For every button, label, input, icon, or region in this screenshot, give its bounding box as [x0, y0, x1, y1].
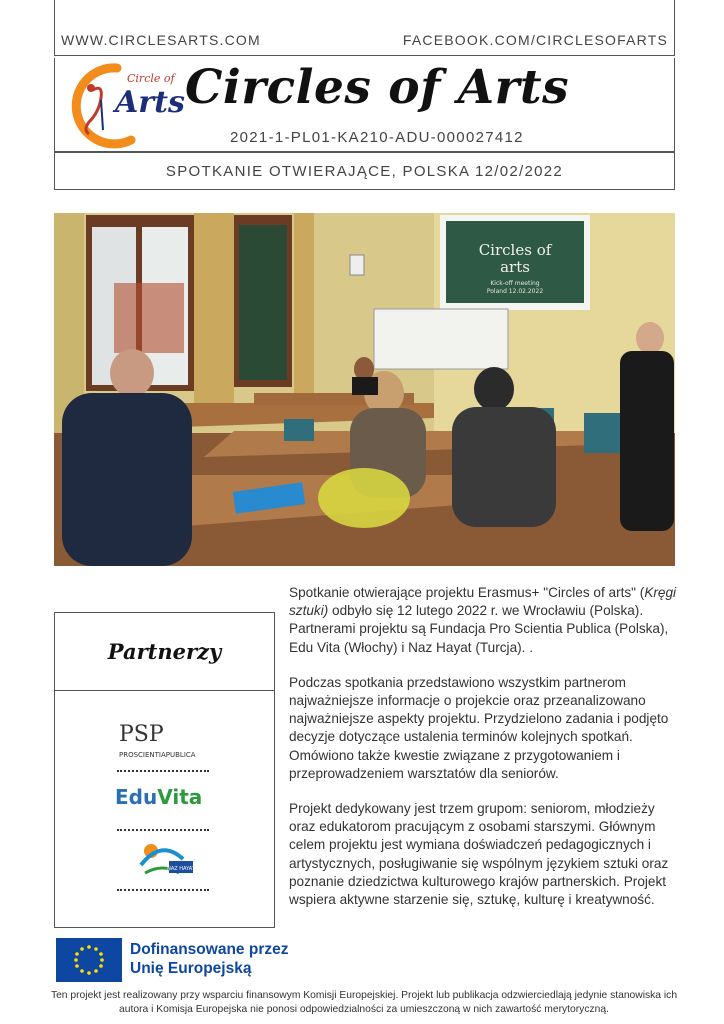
meeting-title: SPOTKANIE OTWIERAJĄCE, POLSKA 12/02/2022 — [165, 163, 564, 180]
eduvita-edu: Edu — [115, 785, 158, 809]
psp-wordmark: PROSCIENTIAPUBLICA — [119, 751, 196, 759]
article-paragraph-3: Projekt dedykowany jest trzem grupom: seniorom, młodzieży oraz edukatorom pracującym z osobami starszymi. Głównym celem projektu jest wymiana doświadczeń pedagogicznych i artystycznych, posługiwanie się wspólnym językiem sztuki oraz poznanie dziedzictwa kulturowego krajów partnerskich. Projekt wspiera aktywne starzenie się, sztukę, kulturę i kreatywność. — [289, 801, 669, 908]
naz-hayat-logo — [131, 837, 201, 883]
article-body — [289, 584, 683, 926]
eu-funding-label: Dofinansowane przez Unię Europejską — [130, 941, 289, 977]
article-italic-title: Kręgi sztuki) — [289, 585, 677, 619]
logo-small-text: Circle of — [127, 72, 175, 85]
eu-flag-icon — [56, 938, 122, 982]
screen-title-line2: arts — [500, 258, 530, 276]
eduvita-logo — [115, 785, 202, 809]
facebook-link[interactable]: FACEBOOK.COM/CIRCLESOFARTS — [402, 32, 668, 48]
article-paragraph-1: Spotkanie otwierające projektu Erasmus+ "Circles of arts" (Kręgi sztuki) odbyło się 12 lutego 2022 r. we Wrocławiu (Polska). Partnerami projektu są Fundacja Pro Scientia Publica (Polska), Edu Vita (Włochy) i Naz Hayat (Turcja). . — [289, 585, 677, 655]
screen-subtitle-line2: Poland 12.02.2022 — [486, 288, 544, 295]
meeting-photo — [54, 213, 675, 566]
project-code: 2021-1-PL01-KA210-ADU-000027412 — [230, 129, 524, 146]
logo-arts-text: Arts — [115, 85, 185, 120]
page-title: Circles of Arts — [185, 60, 570, 115]
pro-scientia-publica-logo — [115, 717, 215, 763]
partner-dots-2 — [117, 829, 209, 831]
partner-dots-3 — [117, 889, 209, 891]
partner-dots-1 — [117, 770, 209, 772]
website-link[interactable]: WWW.CIRCLESARTS.COM — [61, 32, 261, 48]
nazhayat-badge: NAZ HAYAT — [167, 866, 195, 872]
partners-panel — [54, 612, 275, 928]
eduvita-vita: Vita — [157, 785, 203, 809]
screen-subtitle-line1: Kick-off meeting — [490, 280, 540, 287]
partners-title: Partnerzy — [107, 639, 222, 664]
article-paragraph-2: Podczas spotkania przedstawiono wszystkim partnerom najważniejsze informacje o projekcie oraz przeanalizowano najważniejsze aspekty projektu. Przydzielono zadania i podjęto decyzje dotyczące ustalenia terminów kolejnych spotkań. Omówiono także kwestie związane z przygotowaniem i przeprowadzeniem warsztatów dla seniorów. — [289, 674, 669, 781]
meeting-banner — [54, 152, 675, 190]
top-url-band — [54, 0, 675, 56]
partners-divider — [55, 690, 274, 691]
title-header — [54, 58, 675, 152]
psp-mark: PSP — [119, 722, 164, 747]
screen-title-line1: Circles of — [478, 241, 552, 259]
circles-of-arts-logo — [57, 60, 185, 150]
meeting-photo-illustration — [54, 213, 675, 566]
eu-disclaimer: Ten projekt jest realizowany przy wsparciu finansowym Komisji Europejskiej. Projekt lub publikacja odzwierciedlają jedynie stanowiska ich autora i Komisja Europejska nie ponosi odpowiedzialności za umieszczoną w nich zawartość merytoryczną. — [50, 990, 678, 1015]
